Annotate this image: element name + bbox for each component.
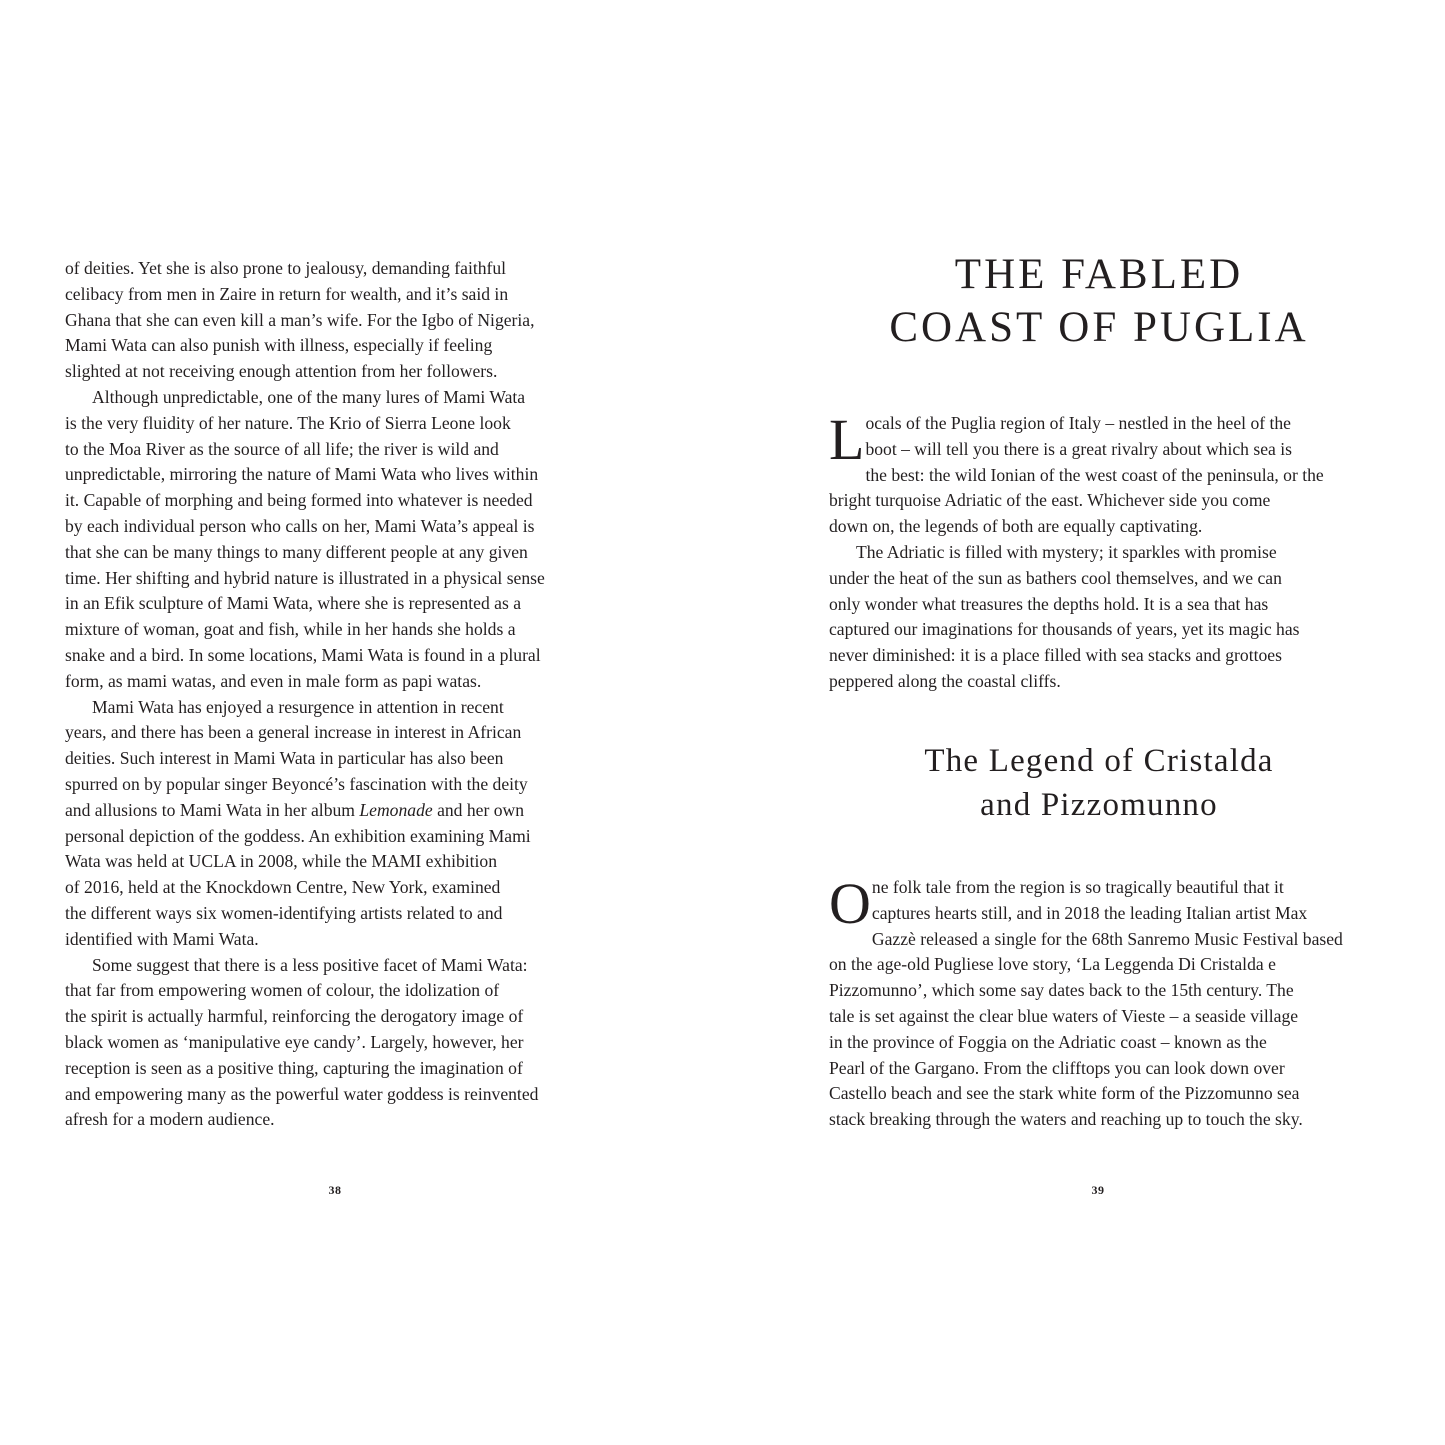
text-line: bright turquoise Adriatic of the east. Whichever side you come: [829, 490, 1271, 511]
text-line: of 2016, held at the Knockdown Centre, New York, examined: [65, 877, 501, 898]
text-line: of deities. Yet she is also prone to jealousy, demanding faithful: [65, 258, 507, 278]
text-line: Some suggest that there is a less positive facet of Mami Wata:: [92, 954, 528, 975]
album-title: Lemonade: [359, 799, 433, 820]
text-line: the best: the wild Ionian of the west coast of the peninsula, or the: [865, 464, 1324, 485]
text-line: Mami Wata can also punish with illness, especially if feeling: [65, 335, 493, 356]
text-line: on the age-old Pugliese love story, ‘La Leggenda Di Cristalda e: [829, 954, 1276, 975]
text-line: mixture of woman, goat and fish, while in her hands she holds a: [65, 619, 516, 640]
left-page-lines: [65, 256, 545, 1133]
text-line: reception is seen as a positive thing, capturing the imagination of: [65, 1057, 523, 1078]
text-line: slighted at not receiving enough attention from her followers.: [65, 361, 498, 382]
text-line: Pearl of the Gargano. From the clifftops you can look down over: [829, 1057, 1285, 1078]
text-line: The Adriatic is filled with mystery; it sparkles with promise: [856, 541, 1277, 562]
chapter-title-line: COAST OF PUGLIA: [889, 304, 1309, 351]
text-line: spurred on by popular singer Beyoncé’s fascination with the deity: [65, 773, 528, 794]
text-line: tale is set against the clear blue waters of Vieste – a seaside village: [829, 1005, 1299, 1026]
right-page-number: 39: [1091, 1183, 1105, 1197]
text-line: captured our imaginations for thousands of years, yet its magic has: [829, 619, 1300, 640]
intro-dropcap: L: [829, 407, 865, 472]
section-subheading: [829, 739, 1369, 827]
text-line: only wonder what treasures the depths hold. It is a sea that has: [829, 593, 1269, 614]
text-line: Castello beach and see the stark white form of the Pizzomunno sea: [829, 1083, 1300, 1104]
subheading-line: and Pizzomunno: [980, 787, 1218, 823]
intro-lines: [829, 463, 1324, 695]
text-line: Gazzè released a single for the 68th Sanremo Music Festival based: [871, 928, 1343, 949]
text-line: snake and a bird. In some locations, Mami Wata is found in a plural: [65, 644, 541, 665]
text-line: peppered along the coastal cliffs.: [829, 670, 1061, 691]
left-page-body-text: [65, 256, 545, 1133]
text-line: in an Efik sculpture of Mami Wata, where she is represented as a: [65, 593, 522, 614]
text-line: afresh for a modern audience.: [65, 1109, 275, 1130]
text-line: personal depiction of the goddess. An exhibition examining Mami: [65, 825, 531, 846]
text-line: [65, 798, 545, 824]
text-line: and empowering many as the powerful water goddess is reinvented: [65, 1083, 539, 1104]
text-line: to the Moa River as the source of all life; the river is wild and: [65, 438, 499, 459]
text-line: stack breaking through the waters and reaching up to touch the sky.: [829, 1109, 1303, 1130]
text-line: Pizzomunno’, which some say dates back to the 15th century. The: [829, 980, 1294, 1001]
tale-text: [829, 871, 1343, 1133]
intro-text: [829, 407, 1324, 695]
text-segment: and allusions to Mami Wata in her album: [65, 799, 360, 820]
text-line: time. Her shifting and hybrid nature is illustrated in a physical sense: [65, 567, 545, 588]
text-line: Ghana that she can even kill a man’s wife. For the Igbo of Nigeria,: [65, 309, 535, 330]
text-line: boot – will tell you there is a great rivalry about which sea is: [865, 438, 1292, 459]
text-line: the spirit is actually harmful, reinforcing the derogatory image of: [65, 1006, 524, 1027]
text-line: identified with Mami Wata.: [65, 928, 259, 949]
text-line: Although unpredictable, one of the many lures of Mami Wata: [92, 386, 526, 407]
text-line: years, and there has been a general increase in interest in African: [65, 722, 522, 743]
text-line: unpredictable, mirroring the nature of Mami Wata who lives within: [65, 464, 539, 485]
text-line: down on, the legends of both are equally captivating.: [829, 516, 1203, 537]
text-segment: and her own: [432, 799, 525, 820]
left-page-number: 38: [328, 1183, 342, 1197]
tale-lines: [829, 927, 1343, 1133]
chapter-title-line: THE FABLED: [954, 251, 1244, 298]
tale-dropcap: O: [829, 871, 871, 936]
text-line: that she can be many things to many different people at any given: [65, 541, 528, 562]
text-line: captures hearts still, and in 2018 the leading Italian artist Max: [871, 902, 1308, 923]
text-line: is the very fluidity of her nature. The Krio of Sierra Leone look: [65, 412, 511, 433]
text-line: deities. Such interest in Mami Wata in particular has also been: [65, 748, 504, 769]
intro-dropcap-paragraph: [829, 407, 1300, 472]
text-line: by each individual person who calls on her, Mami Wata’s appeal is: [65, 515, 535, 536]
text-line: ocals of the Puglia region of Italy – nestled in the heel of the: [865, 413, 1291, 433]
text-line: Mami Wata has enjoyed a resurgence in attention in recent: [92, 696, 504, 717]
tale-dropcap-paragraph: [829, 871, 1308, 936]
text-line: never diminished: it is a place filled with sea stacks and grottoes: [829, 645, 1282, 666]
text-line: ne folk tale from the region is so tragically beautiful that it: [871, 877, 1284, 897]
subheading-line: The Legend of Cristalda: [924, 743, 1274, 779]
text-line: it. Capable of morphing and being formed into whatever is needed: [65, 490, 533, 511]
chapter-title: [829, 248, 1369, 354]
text-line: that far from empowering women of colour, the idolization of: [65, 980, 500, 1001]
text-line: form, as mami watas, and even in male form as papi watas.: [65, 670, 482, 691]
text-line: black women as ‘manipulative eye candy’. Largely, however, her: [65, 1031, 524, 1052]
text-line: the different ways six women-identifying artists related to and: [65, 902, 503, 923]
text-line: under the heat of the sun as bathers cool themselves, and we can: [829, 567, 1282, 588]
text-line: in the province of Foggia on the Adriatic coast – known as the: [829, 1031, 1267, 1052]
text-line: celibacy from men in Zaire in return for wealth, and it’s said in: [65, 283, 509, 304]
text-line: Wata was held at UCLA in 2008, while the MAMI exhibition: [65, 851, 498, 872]
